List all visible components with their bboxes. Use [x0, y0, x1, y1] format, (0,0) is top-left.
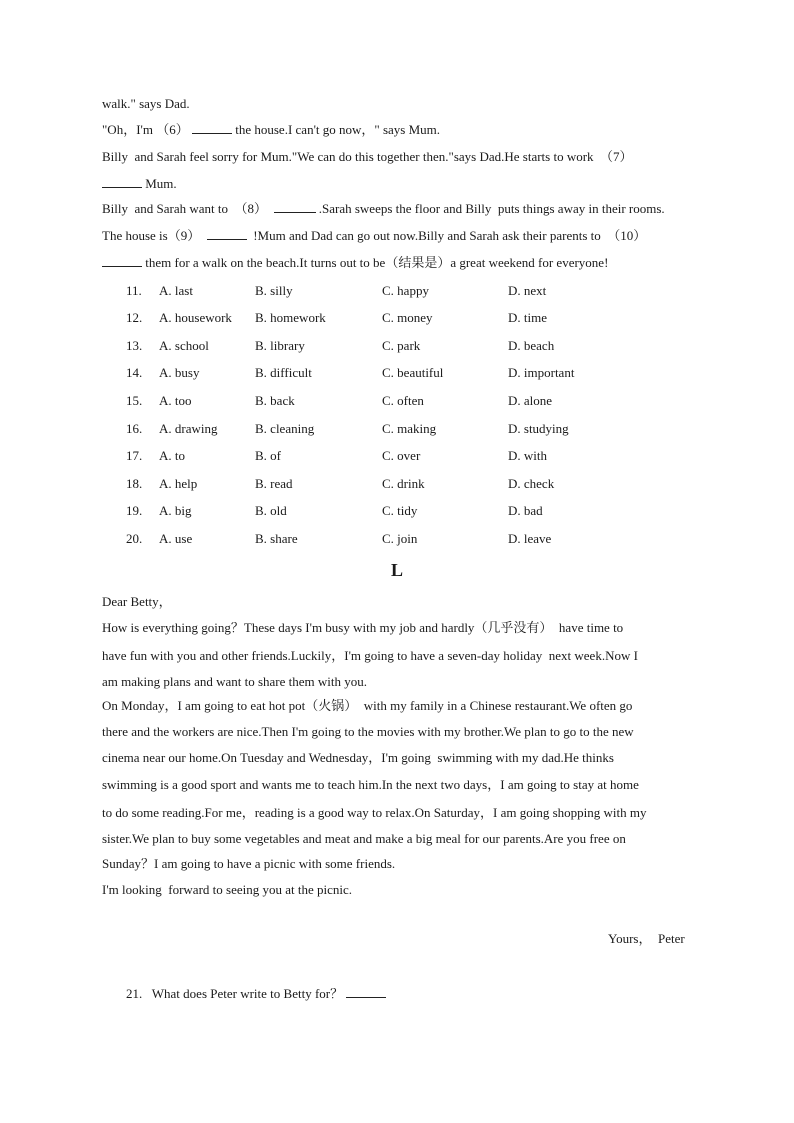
section-heading: L — [390, 560, 403, 580]
option-d[interactable]: D. check — [508, 476, 555, 491]
answer-blank-10[interactable] — [102, 255, 142, 267]
passage-line: walk." says Dad. — [102, 96, 190, 111]
option-c[interactable]: C. drink — [382, 476, 425, 491]
letter-line: am making plans and want to share them with you. — [102, 674, 368, 689]
option-a[interactable]: A. help — [159, 476, 198, 491]
letter-line: swimming is a good sport and wants me to teach him.In the next two days，I am going to stay at home — [102, 777, 639, 792]
option-a[interactable]: A. to — [159, 448, 185, 463]
passage-line: them for a walk on the beach.It turns out to be（结果是）a great weekend for everyone! — [102, 255, 608, 271]
option-a[interactable]: A. drawing — [159, 421, 218, 436]
passage-line: Billy and Sarah want to （8） .Sarah sweeps the floor and Billy puts things away in their rooms. — [102, 201, 665, 216]
option-d[interactable]: D. beach — [508, 338, 555, 353]
option-b[interactable]: B. read — [255, 476, 293, 491]
option-a[interactable]: A. use — [159, 531, 193, 546]
answer-blank-21[interactable] — [346, 986, 386, 998]
option-c[interactable]: C. happy — [382, 283, 429, 298]
option-a[interactable]: A. last — [159, 283, 193, 298]
option-a[interactable]: A. school — [159, 338, 209, 353]
answer-blank-7[interactable] — [102, 176, 142, 188]
option-b[interactable]: B. back — [255, 393, 295, 408]
option-d[interactable]: D. with — [508, 448, 547, 463]
letter-line: I'm looking forward to seeing you at the picnic. — [102, 882, 353, 897]
answer-blank-9[interactable] — [207, 228, 247, 240]
option-d[interactable]: D. studying — [508, 421, 569, 436]
answer-blank-8[interactable] — [274, 201, 316, 213]
option-b[interactable]: B. of — [255, 448, 281, 463]
passage-line: Mum. — [102, 176, 177, 192]
letter-line: How is everything going？These days I'm busy with my job and hardly（几乎没有） have time to — [102, 620, 624, 635]
option-b[interactable]: B. difficult — [255, 365, 312, 380]
option-d[interactable]: D. alone — [508, 393, 553, 408]
option-d[interactable]: D. time — [508, 310, 547, 325]
option-d[interactable]: D. leave — [508, 531, 552, 546]
passage-line: Billy and Sarah feel sorry for Mum."We can do this together then."says Dad.He starts to work （7） — [102, 149, 633, 164]
passage-line: The house is（9） !Mum and Dad can go out now.Billy and Sarah ask their parents to （10） — [102, 228, 647, 243]
option-b[interactable]: B. old — [255, 503, 287, 518]
option-c[interactable]: C. money — [382, 310, 433, 325]
letter-line: to do some reading.For me，reading is a good way to relax.On Saturday，I am going shopping with my — [102, 805, 647, 820]
passage-line: "Oh，I'm （6） the house.I can't go now，" says Mum. — [102, 122, 441, 137]
option-b[interactable]: B. library — [255, 338, 305, 353]
option-b[interactable]: B. homework — [255, 310, 326, 325]
letter-line: Sunday？I am going to have a picnic with some friends. — [102, 856, 396, 871]
option-a[interactable]: A. busy — [159, 365, 200, 380]
option-d[interactable]: D. bad — [508, 503, 543, 518]
option-a[interactable]: A. big — [159, 503, 192, 518]
letter-signature: Yours， Peter — [608, 931, 685, 946]
option-c[interactable]: C. over — [382, 448, 421, 463]
option-d[interactable]: D. next — [508, 283, 547, 298]
answer-blank-6[interactable] — [192, 122, 232, 134]
option-c[interactable]: C. park — [382, 338, 421, 353]
option-d[interactable]: D. important — [508, 365, 575, 380]
option-b[interactable]: B. cleaning — [255, 421, 315, 436]
option-c[interactable]: C. tidy — [382, 503, 418, 518]
letter-line: cinema near our home.On Tuesday and Wednesday，I'm going swimming with my dad.He thinks — [102, 750, 614, 765]
letter-line: sister.We plan to buy some vegetables and meat and make a big meal for our parents.Are you free on — [102, 831, 626, 846]
option-a[interactable]: A. too — [159, 393, 192, 408]
question-21: 21. What does Peter write to Betty for？ — [126, 986, 386, 1002]
option-c[interactable]: C. making — [382, 421, 437, 436]
letter-line: Dear Betty， — [102, 594, 172, 609]
option-c[interactable]: C. join — [382, 531, 418, 546]
option-b[interactable]: B. share — [255, 531, 298, 546]
option-b[interactable]: B. silly — [255, 283, 293, 298]
letter-line: On Monday，I am going to eat hot pot（火锅） with my family in a Chinese restaurant.We often go — [102, 698, 633, 713]
option-c[interactable]: C. beautiful — [382, 365, 444, 380]
document-page: walk." says Dad. "Oh，I'm （6） the house.I can't go now，" says Mum. Billy and Sarah feel sorry for Mum."We can do this together then."says Dad.He starts to work （7） Mum. Billy and Sarah want to （8） .Sarah sweeps the floor and Billy puts things away in their rooms. The house is（9） !Mum and Dad can go out now.Billy and Sarah ask their parents to （10） them for a walk on the beach.It turns out to be（结果是）a great weekend for everyone! 11. A. last B. silly C. happy D. next 12. A. housework B. homework C. money D. time 13. A. school B. library C. park D. beach 14. A. busy B. difficult C. beautiful D. important 15. A. too B. back C. often D. alone 16. A. drawing B. cleaning C. making D. studying 17. A. to B. of C. over D. with 18. A. help B. read C. drink D. check 19. A. big B. old C. tidy D. bad 20. A. use B. share C. join D. leave L Dear Betty， How is everything going？These days I'm busy with my job and hardly（几乎没有） have time to have fun with you and other friends.Luckily，I'm going to have a seven-day holiday next week.Now I am making plans and want to share them with you. On Monday，I am going to eat hot pot（火锅） with my family in a Chinese restaurant.We often go there and the workers are nice.Then I'm going to the movies with my brother.We plan to go to the new cinema near our home.On Tuesday and Wednesday，I'm going swimming with my dad.He thinks swimming is a good sport and wants me to teach him.In the next two days，I am going to stay at home to do some reading.For me，reading is a good way to relax.On Saturday，I am going shopping with my sister.We plan to buy some vegetables and meat and make a big meal for our parents.Are you free on Sunday？I am going to have a picnic with some friends. I'm looking forward to seeing you at the picnic. Yours， Peter 21. What does Peter write to Betty for？ — [0, 0, 794, 1123]
letter-line: there and the workers are nice.Then I'm going to the movies with my brother.We plan to go to the new — [102, 724, 634, 739]
letter-line: have fun with you and other friends.Luckily，I'm going to have a seven-day holiday next week.Now I — [102, 648, 638, 663]
option-a[interactable]: A. housework — [159, 310, 232, 325]
option-c[interactable]: C. often — [382, 393, 424, 408]
